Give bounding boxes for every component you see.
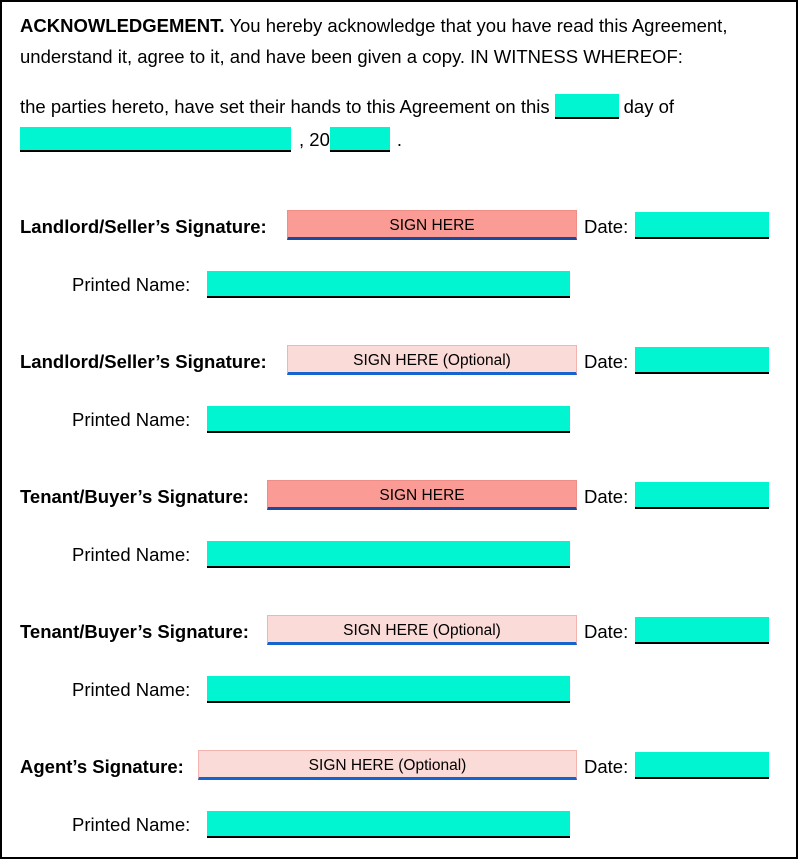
- agent-date-field[interactable]: [635, 752, 769, 779]
- tenant-buyer-optional-sign-here-field[interactable]: SIGN HERE (Optional): [267, 615, 577, 645]
- tenant-buyer-optional-date-field[interactable]: [635, 617, 769, 644]
- printed-name-row-landlord-seller-2: [2, 406, 798, 436]
- date-label: Date:: [584, 351, 629, 372]
- execution-paragraph: [20, 90, 790, 156]
- printed-name-label: Printed Name:: [72, 409, 191, 430]
- tenant-buyer-optional-printed-name-field[interactable]: [207, 676, 570, 703]
- agent-printed-name-field[interactable]: [207, 811, 570, 838]
- landlord-seller-signature-label: Landlord/Seller’s Signature:: [20, 216, 267, 237]
- day-field[interactable]: [555, 94, 619, 119]
- date-label: Date:: [584, 621, 629, 642]
- printed-name-row-landlord-seller-1: [2, 271, 798, 301]
- acknowledgement-text: You hereby acknowledge that you have read this Agreement, understand it, agree to it, and have been given a copy. IN WITNESS WHEREOF:: [20, 15, 728, 67]
- execution-text-period: .: [396, 129, 402, 150]
- month-field[interactable]: [20, 127, 291, 152]
- printed-name-label: Printed Name:: [72, 274, 191, 295]
- execution-text-after-day: day of: [623, 96, 675, 117]
- landlord-seller-signature-label: Landlord/Seller’s Signature:: [20, 351, 267, 372]
- date-label: Date:: [584, 756, 629, 777]
- year-field[interactable]: [330, 127, 390, 152]
- landlord-seller-printed-name-field[interactable]: [207, 271, 570, 298]
- tenant-buyer-sign-here-field[interactable]: SIGN HERE: [267, 480, 577, 510]
- signature-row-landlord-seller-2: [2, 345, 798, 393]
- signature-row-tenant-buyer-1: [2, 480, 798, 528]
- acknowledgement-heading: ACKNOWLEDGEMENT.: [20, 15, 225, 36]
- acknowledgement-paragraph: [20, 10, 784, 72]
- landlord-seller-optional-sign-here-field[interactable]: SIGN HERE (Optional): [287, 345, 577, 375]
- landlord-seller-optional-printed-name-field[interactable]: [207, 406, 570, 433]
- tenant-buyer-signature-label: Tenant/Buyer’s Signature:: [20, 486, 249, 507]
- tenant-buyer-signature-label: Tenant/Buyer’s Signature:: [20, 621, 249, 642]
- date-label: Date:: [584, 486, 629, 507]
- printed-name-label: Printed Name:: [72, 814, 191, 835]
- execution-text-before-day: the parties hereto, have set their hands to this Agreement on this: [20, 96, 550, 117]
- printed-name-row-tenant-buyer-1: [2, 541, 798, 571]
- printed-name-label: Printed Name:: [72, 544, 191, 565]
- printed-name-label: Printed Name:: [72, 679, 191, 700]
- signature-row-agent: [2, 750, 798, 798]
- printed-name-row-tenant-buyer-2: [2, 676, 798, 706]
- tenant-buyer-date-field[interactable]: [635, 482, 769, 509]
- printed-name-row-agent: [2, 811, 798, 841]
- agent-signature-label: Agent’s Signature:: [20, 756, 184, 777]
- landlord-seller-optional-date-field[interactable]: [635, 347, 769, 374]
- tenant-buyer-printed-name-field[interactable]: [207, 541, 570, 568]
- landlord-seller-sign-here-field[interactable]: SIGN HERE: [287, 210, 577, 240]
- landlord-seller-date-field[interactable]: [635, 212, 769, 239]
- date-label: Date:: [584, 216, 629, 237]
- signature-row-landlord-seller-1: [2, 210, 798, 258]
- signature-row-tenant-buyer-2: [2, 615, 798, 663]
- agent-sign-here-field[interactable]: SIGN HERE (Optional): [198, 750, 577, 780]
- execution-text-separator: , 20: [299, 129, 330, 150]
